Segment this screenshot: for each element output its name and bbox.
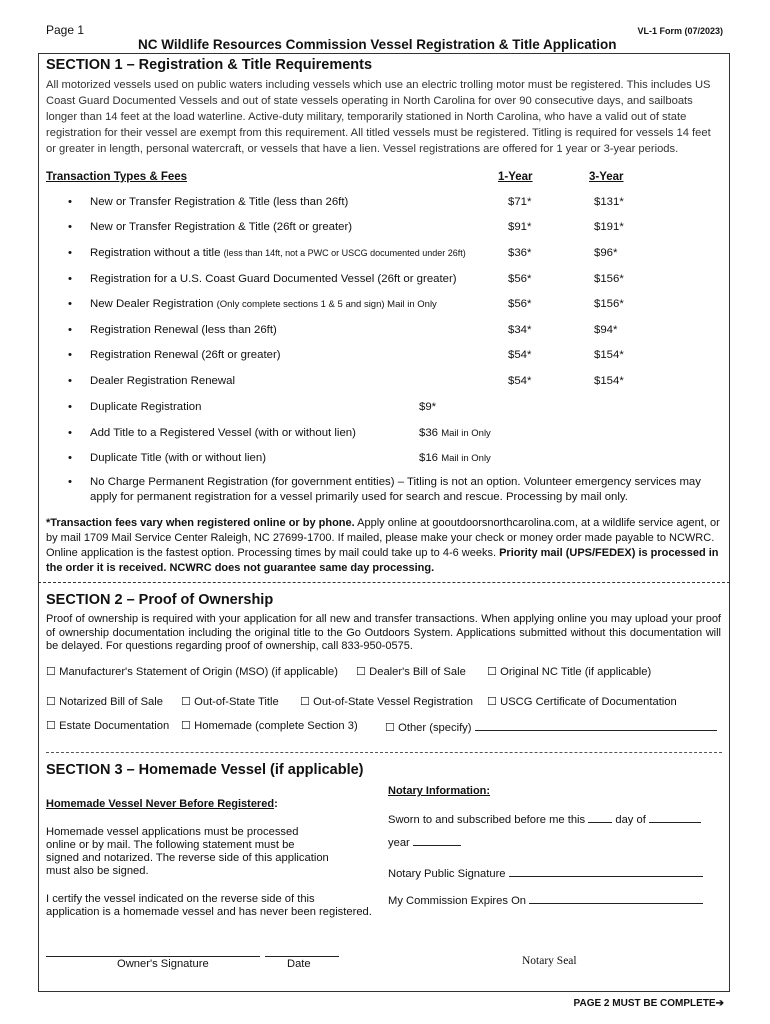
homemade-subheading: Homemade Vessel Never Before Registered:	[46, 798, 278, 810]
checkbox-nc-title[interactable]: ☐ Original NC Title (if applicable)	[487, 666, 652, 678]
checkbox-icon[interactable]: ☐	[46, 666, 57, 678]
year-line: year	[388, 834, 461, 849]
mail-fee-row: • Duplicate Title (with or without lien) $16 Mail in Only	[68, 452, 491, 464]
permanent-registration-row: • No Charge Permanent Registration (for government entities) – Titling is not an option. Volunteer emergency services may apply for permanent registration for a vessel primarily used for search and rescue. Processing by mail only.	[68, 476, 701, 503]
homemade-instr-line: must also be signed.	[46, 865, 149, 877]
fee-row: • New or Transfer Registration & Title (less than 26ft) $71* $131*	[68, 196, 624, 208]
fee-1year: $34*	[508, 324, 532, 336]
fee-desc: Registration for a U.S. Coast Guard Documented Vessel (26ft or greater)	[90, 273, 457, 285]
day-field[interactable]	[588, 811, 612, 823]
fee-note: Mail in Only	[441, 428, 491, 439]
fee-desc: Duplicate Registration	[90, 401, 202, 413]
homemade-instr-line: Homemade vessel applications must be processed	[46, 826, 299, 838]
fee-1year: $91*	[508, 221, 532, 233]
fee-desc: New or Transfer Registration & Title (26ft or greater)	[90, 221, 353, 233]
notary-signature-field[interactable]	[509, 865, 703, 877]
fee-desc: Registration Renewal (26ft or greater)	[90, 349, 281, 361]
fee-row: • New Dealer Registration (Only complete sections 1 & 5 and sign) Mail in Only $56* $156*	[68, 298, 624, 310]
section1-intro: All motorized vessels used on public waters including vessels which use an electric trolling motor must be registered. This includes US Coast Guard Documented Vessels and out of state vessels operating in North Carolina for over 90 consecutive days, and sailboats longer than 14 feet at the load waterline. Active-duty military, temporarily stationed in North Carolina, who have a valid out of state registration for their vessel are exempt from this requirement. All titled vessels must be registered. Titling is required for vessels 14 feet or greater in length, personal watercraft, or vessels that have a lien. Vessel registrations are offered for 1 year or 3-year periods.	[46, 79, 711, 155]
checkbox-icon[interactable]: ☐	[300, 696, 311, 708]
owner-signature-field[interactable]	[46, 956, 260, 957]
notary-seal-label: Notary Seal	[522, 955, 577, 967]
fee-3year: $96*	[594, 247, 618, 259]
checkbox-icon[interactable]: ☐	[385, 722, 396, 734]
fee-3year: $154*	[594, 349, 624, 361]
checkbox-icon[interactable]: ☐	[181, 696, 192, 708]
checkbox-homemade[interactable]: ☐ Homemade (complete Section 3)	[181, 720, 358, 732]
fee-amount: $16	[419, 452, 439, 464]
checkbox-icon[interactable]: ☐	[356, 666, 367, 678]
checkbox-uscg-cert[interactable]: ☐ USCG Certificate of Documentation	[487, 696, 677, 708]
fee-desc: New or Transfer Registration & Title (less than 26ft)	[90, 196, 349, 208]
fee-1year: $54*	[508, 375, 532, 387]
commission-line: My Commission Expires On	[388, 892, 703, 907]
certify-line: I certify the vessel indicated on the reverse side of this	[46, 893, 315, 905]
owner-signature-label: Owner's Signature	[117, 958, 209, 970]
fee-row: • Registration for a U.S. Coast Guard Documented Vessel (26ft or greater) $56* $156*	[68, 273, 624, 285]
checkbox-icon[interactable]: ☐	[181, 720, 192, 732]
homemade-instr-line: online or by mail. The following statement must be	[46, 839, 295, 851]
fee-amount: $9*	[419, 401, 437, 413]
col-1year: 1-Year	[498, 171, 533, 183]
fee-1year: $54*	[508, 349, 532, 361]
checkbox-icon[interactable]: ☐	[46, 720, 57, 732]
checkbox-estate[interactable]: ☐ Estate Documentation	[46, 720, 170, 732]
fee-desc: Registration without a title	[90, 247, 221, 259]
mail-fee-row: • Add Title to a Registered Vessel (with or without lien) $36 Mail in Only	[68, 427, 491, 439]
fee-row: • Registration without a title (less than 14ft, not a PWC or USCG documented under 26ft) $36* $96*	[68, 247, 618, 259]
fee-1year: $56*	[508, 273, 532, 285]
fee-desc: Dealer Registration Renewal	[90, 375, 235, 387]
section-divider	[38, 582, 730, 583]
page-number: Page 1	[46, 23, 85, 37]
fee-1year: $56*	[508, 298, 532, 310]
section2-intro: Proof of ownership is required with your application for all new and transfer transactions. When applying online you may upload your proof of ownership documentation including the original title to the Go Outdoors System. Applications submitted without this documentation will be delayed. For questions regarding proof of ownership, call 833-950-0575.	[46, 613, 721, 652]
fee-3year: $131*	[594, 196, 624, 208]
checkbox-oos-registration[interactable]: ☐ Out-of-State Vessel Registration	[300, 696, 473, 708]
sworn-line: Sworn to and subscribed before me this day of	[388, 811, 701, 826]
fee-3year: $94*	[594, 324, 618, 336]
checkbox-notarized-bill[interactable]: ☐ Notarized Bill of Sale	[46, 696, 163, 708]
fee-1year: $36*	[508, 247, 532, 259]
fee-note: (less than 14ft, not a PWC or USCG documented under 26ft)	[223, 248, 466, 258]
fee-note: (Only complete sections 1 & 5 and sign) Mail in Only	[216, 299, 437, 310]
fee-desc: Duplicate Title (with or without lien)	[90, 452, 266, 464]
fee-3year: $191*	[594, 221, 624, 233]
notary-signature-line: Notary Public Signature	[388, 865, 703, 880]
checkbox-oos-title[interactable]: ☐ Out-of-State Title	[181, 696, 279, 708]
fee-desc: No Charge Permanent Registration (for government entities) – Titling is not an option. Volunteer emergency services may	[90, 476, 701, 488]
arrow-right-icon: ➔	[715, 998, 724, 1009]
fees-note: *Transaction fees vary when registered online or by phone. Apply online at gooutdoorsnorthcarolina.com, at a wildlife service agent, or by mail 1709 Mail Service Center Raleigh, NC 27699-1700. If mailed, please make your check or money order made payable to NCWRC. Online application is the fastest option. Processing times by mail could take up to 4-6 weeks. Priority mail (UPS/FEDEX) is processed in the order it is received. NCWRC does not guarantee same day processing.	[46, 517, 720, 574]
section1-heading: SECTION 1 – Registration & Title Requirements	[46, 57, 373, 73]
section3-heading: SECTION 3 – Homemade Vessel (if applicable)	[46, 762, 364, 778]
checkbox-icon[interactable]: ☐	[487, 666, 498, 678]
checkbox-icon[interactable]: ☐	[487, 696, 498, 708]
fee-row: • Registration Renewal (less than 26ft) $34* $94*	[68, 324, 618, 336]
other-specify-field[interactable]	[475, 719, 717, 731]
checkbox-dealer-bill[interactable]: ☐ Dealer's Bill of Sale	[356, 666, 466, 678]
month-field[interactable]	[649, 811, 701, 823]
fee-desc: Registration Renewal (less than 26ft)	[90, 324, 277, 336]
page-title: NC Wildlife Resources Commission Vessel Registration & Title Application	[138, 37, 617, 52]
mail-fee-row: • Duplicate Registration $9*	[68, 401, 437, 413]
certify-line: application is a homemade vessel and has never been registered.	[46, 906, 372, 918]
fees-table-header: Transaction Types & Fees	[46, 171, 188, 183]
fee-1year: $71*	[508, 196, 532, 208]
date-label: Date	[287, 958, 311, 970]
homemade-instr-line: signed and notarized. The reverse side of this application	[46, 852, 329, 864]
year-field[interactable]	[413, 834, 461, 846]
fee-3year: $156*	[594, 273, 624, 285]
fee-desc: New Dealer Registration	[90, 298, 214, 310]
commission-expires-field[interactable]	[529, 892, 703, 904]
section-divider	[46, 752, 722, 753]
col-3year: 3-Year	[589, 171, 624, 183]
fee-desc: Add Title to a Registered Vessel (with or without lien)	[90, 427, 356, 439]
date-field[interactable]	[265, 956, 339, 957]
checkbox-mso[interactable]: ☐ Manufacturer's Statement of Origin (MSO) (if applicable)	[46, 666, 338, 678]
fee-note: Mail in Only	[441, 453, 491, 464]
fee-row: • New or Transfer Registration & Title (26ft or greater) $91* $191*	[68, 221, 624, 233]
section2-heading: SECTION 2 – Proof of Ownership	[46, 592, 274, 608]
checkbox-icon[interactable]: ☐	[46, 696, 57, 708]
checkbox-other[interactable]: ☐ Other (specify)	[385, 719, 717, 734]
fee-amount: $36	[419, 427, 439, 439]
footer-note: PAGE 2 MUST BE COMPLETE➔	[573, 998, 724, 1009]
fee-desc-cont: apply for permanent registration for a vessel primarily used for search and rescue. Processing by mail only.	[90, 491, 628, 503]
notary-heading: Notary Information:	[388, 785, 491, 797]
fee-3year: $154*	[594, 375, 624, 387]
form-id: VL-1 Form (07/2023)	[637, 26, 723, 36]
fee-row: • Dealer Registration Renewal $54* $154*	[68, 375, 624, 387]
fee-3year: $156*	[594, 298, 624, 310]
fee-row: • Registration Renewal (26ft or greater) $54* $154*	[68, 349, 624, 361]
